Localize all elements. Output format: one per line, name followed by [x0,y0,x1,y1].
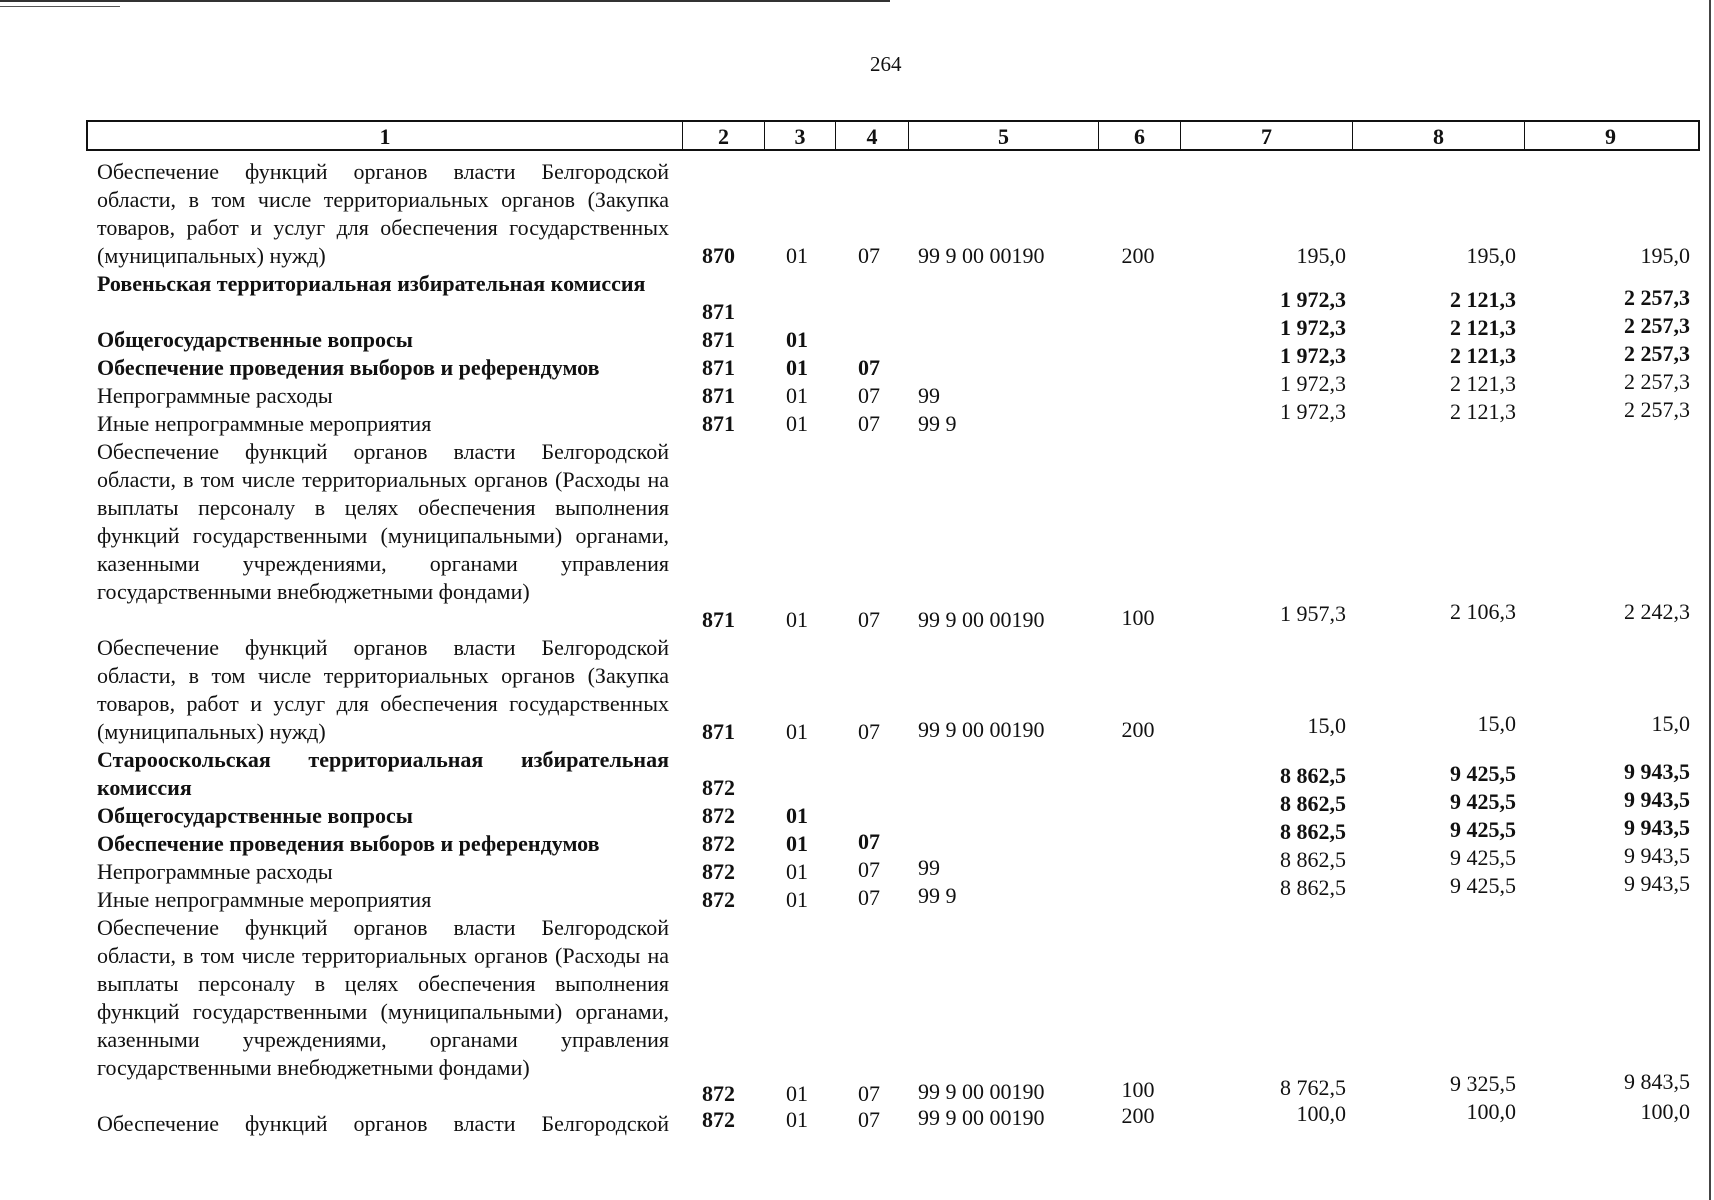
row-year3: 2 257,3 [1624,397,1690,422]
row-year2: 9 425,5 [1450,817,1516,842]
row-section: 01 [786,887,808,912]
row-name: Обеспечение функций органов власти Белгородской области, в том числе территориальных органов (Закупка товаров, работ и услуг для обеспечения государственных (муниципальных) нужд) [97,635,669,744]
header-col-5: 5 [908,122,1098,149]
row-target: 99 9 [918,883,957,908]
row-target: 99 9 00 00190 [918,243,1045,268]
row-target: 99 [918,855,940,880]
header-col-9: 9 [1524,122,1696,149]
row-year3: 9 943,5 [1624,759,1690,784]
row-year2: 15,0 [1477,711,1516,736]
row-code: 871 [702,327,735,352]
row-section: 01 [786,719,808,744]
row-year3: 2 257,3 [1624,313,1690,338]
header-col-7: 7 [1180,122,1352,149]
row-code: 872 [702,1107,735,1132]
row-year3: 2 257,3 [1624,341,1690,366]
header-col-1: 1 [379,124,391,149]
row-code: 871 [702,411,735,436]
row-name: Обеспечение проведения выборов и референдумов [97,831,600,856]
row-type: 200 [1121,717,1155,742]
row-year1: 8 862,5 [1280,763,1346,788]
row-target: 99 [918,383,940,408]
row-year1: 1 972,3 [1280,371,1346,396]
row-subsection: 07 [858,857,880,882]
row-year2: 2 121,3 [1450,287,1516,312]
row-year1: 1 972,3 [1280,399,1346,424]
row-subsection: 07 [858,607,880,632]
row-section: 01 [786,859,808,884]
row-section: 01 [786,327,808,352]
row-subsection: 07 [858,355,880,380]
row-section: 01 [786,1107,808,1132]
row-target: 99 9 [918,411,957,436]
row-year2: 2 121,3 [1450,371,1516,396]
row-subsection: 07 [858,719,880,744]
row-year3: 2 257,3 [1624,369,1690,394]
row-year2: 9 425,5 [1450,845,1516,870]
row-subsection: 07 [858,1081,880,1106]
row-target: 99 9 00 00190 [918,607,1045,632]
scan-page-edge [1709,0,1711,1200]
row-name: Обеспечение функций органов власти Белгородской области, в том числе территориальных органов (Закупка товаров, работ и услуг для обеспечения государственных (муниципальных) нужд) [97,159,669,268]
row-year1: 8 862,5 [1280,847,1346,872]
row-target: 99 9 00 00190 [918,1079,1045,1104]
row-section: 01 [786,243,808,268]
row-year2: 100,0 [1466,1099,1516,1124]
row-name: Общегосударственные вопросы [97,327,413,352]
row-name: Непрограммные расходы [97,859,333,884]
scan-artifact-line [0,0,890,2]
row-year3: 9 943,5 [1624,815,1690,840]
row-section: 01 [786,355,808,380]
row-code: 872 [702,887,735,912]
row-code: 872 [702,775,735,800]
row-year1: 1 972,3 [1280,343,1346,368]
row-subsection: 07 [858,243,880,268]
row-type: 200 [1121,1103,1155,1128]
row-year2: 2 106,3 [1450,599,1516,624]
row-section: 01 [786,383,808,408]
row-year1: 8 762,5 [1280,1075,1346,1100]
header-col-6: 6 [1098,122,1180,149]
row-year1: 195,0 [1296,243,1346,268]
row-type: 100 [1121,1077,1155,1102]
row-section: 01 [786,831,808,856]
row-type: 100 [1121,605,1155,630]
row-year3: 195,0 [1640,243,1690,268]
row-year3: 9 943,5 [1624,787,1690,812]
row-year1: 1 972,3 [1280,315,1346,340]
row-subsection: 07 [858,411,880,436]
row-year3: 9 943,5 [1624,843,1690,868]
row-year3: 2 257,3 [1624,285,1690,310]
row-year3: 9 943,5 [1624,871,1690,896]
row-year2: 2 121,3 [1450,315,1516,340]
row-year2: 9 425,5 [1450,761,1516,786]
row-year3: 2 242,3 [1624,599,1690,624]
table-header [86,120,1700,151]
row-name: Обеспечение функций органов власти Белгородской [97,1111,669,1136]
row-name: Иные непрограммные мероприятия [97,411,432,436]
row-type: 200 [1121,243,1155,268]
row-subsection: 07 [858,383,880,408]
row-name: Ровеньская территориальная избирательная комиссия [97,271,646,296]
row-year2: 9 425,5 [1450,873,1516,898]
row-target: 99 9 00 00190 [918,717,1045,742]
row-year1: 8 862,5 [1280,875,1346,900]
row-code: 871 [702,719,735,744]
row-code: 872 [702,859,735,884]
row-name: Обеспечение функций органов власти Белгородской области, в том числе территориальных органов (Расходы на выплаты персоналу в целях обеспечения выполнения функций государственными (муниципальными) органами, казенными учреждениями, органами управления государственными внебюджетными фондами) [97,439,669,604]
row-name: Обеспечение проведения выборов и референдумов [97,355,600,380]
row-subsection: 07 [858,885,880,910]
row-subsection: 07 [858,1107,880,1132]
row-year2: 2 121,3 [1450,399,1516,424]
row-name: Старооскольская территориальная избирательная комиссия [97,747,669,800]
row-name: Общегосударственные вопросы [97,803,413,828]
row-target: 99 9 00 00190 [918,1105,1045,1130]
row-section: 01 [786,411,808,436]
row-code: 872 [702,803,735,828]
row-code: 872 [702,1081,735,1106]
row-section: 01 [786,1081,808,1106]
row-year3: 9 843,5 [1624,1069,1690,1094]
row-year1: 1 957,3 [1280,601,1346,626]
header-col-8: 8 [1352,122,1524,149]
row-code: 871 [702,355,735,380]
row-code: 871 [702,383,735,408]
row-year2: 9 325,5 [1450,1071,1516,1096]
row-year1: 15,0 [1307,713,1346,738]
row-name: Обеспечение функций органов власти Белгородской области, в том числе территориальных органов (Расходы на выплаты персоналу в целях обеспечения выполнения функций государственными (муниципальными) органами, казенными учреждениями, органами управления государственными внебюджетными фондами) [97,915,669,1080]
header-col-3: 3 [764,122,835,149]
row-year1: 8 862,5 [1280,791,1346,816]
header-col-2: 2 [682,122,764,149]
scan-artifact-line [0,6,120,7]
row-code: 872 [702,831,735,856]
row-code: 871 [702,299,735,324]
row-code: 870 [702,243,735,268]
row-year2: 2 121,3 [1450,343,1516,368]
row-section: 01 [786,803,808,828]
row-year2: 195,0 [1466,243,1516,268]
row-year1: 100,0 [1296,1101,1346,1126]
row-section: 01 [786,607,808,632]
page-number: 264 [870,52,902,76]
row-year3: 15,0 [1651,711,1690,736]
row-year1: 1 972,3 [1280,287,1346,312]
row-year2: 9 425,5 [1450,789,1516,814]
row-year1: 8 862,5 [1280,819,1346,844]
row-code: 871 [702,607,735,632]
row-name: Иные непрограммные мероприятия [97,887,432,912]
row-subsection: 07 [858,829,880,854]
row-year3: 100,0 [1640,1099,1690,1124]
header-col-4: 4 [835,122,908,149]
row-name: Непрограммные расходы [97,383,333,408]
